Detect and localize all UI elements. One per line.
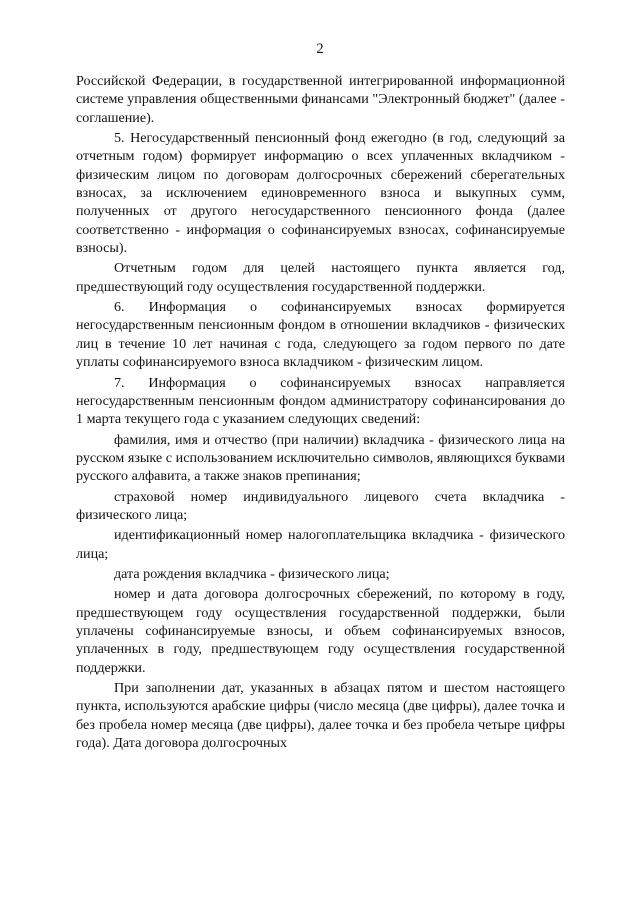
document-body bbox=[76, 72, 565, 754]
paragraph-birth-date: дата рождения вкладчика - физического лица; bbox=[114, 565, 390, 582]
paragraph-date-format: При заполнении дат, указанных в абзацах пятом и шестом настоящего пункта, используются арабские цифры (число месяца (две цифры), далее точка и без пробела номер месяца (две цифры), далее точка и без пробела четыре цифры года). Дата договора долгосрочных bbox=[76, 680, 565, 752]
paragraph-insurance-number: страховой номер индивидуального лицевого счета вкладчика - физического лица; bbox=[76, 488, 565, 523]
paragraph-full-name: фамилия, имя и отчество (при наличии) вкладчика - физического лица на русском языке с использованием исключительно символов, являющихся буквами русского алфавита, а также знаков препинания; bbox=[76, 431, 565, 485]
paragraph-item-6: 6. Информация о софинансируемых взносах формируется негосударственным пенсионным фондом в отношении вкладчиков - физических лиц в течение 10 лет начиная с года, следующего за годом первого по дате уплаты софинансируемого взноса вкладчиком - физическим лицом. bbox=[76, 299, 565, 371]
paragraph-tax-id: идентификационный номер налогоплательщика вкладчика - физического лица; bbox=[76, 527, 565, 562]
paragraph-item-5: 5. Негосударственный пенсионный фонд ежегодно (в год, следующий за отчетным годом) формирует информацию о всех уплаченных вкладчиком - физическим лицом по договорам долгосрочных сбережений сберегательных взносах, за исключением единовременного взноса и выкупных сумм, полученных от другого негосударственного пенсионного фонда (далее соответственно - информация о софинансируемых взносах, софинансируемые взносы). bbox=[76, 130, 565, 257]
paragraph-contract-number: номер и дата договора долгосрочных сбережений, по которому в году, предшествующем году осуществления государственной поддержки, были уплачены софинансируемые взносы, и объем софинансируемых взносов, уплаченных в году, предшествующем году осуществления государственной поддержки. bbox=[76, 586, 565, 676]
paragraph-item-7: 7. Информация о софинансируемых взносах направляется негосударственным пенсионным фондом администратору софинансирования до 1 марта текущего года с указанием следующих сведений: bbox=[76, 374, 565, 428]
paragraph-continued: Российской Федерации, в государственной интегрированной информационной системе управления общественными финансами "Электронный бюджет" (далее - соглашение). bbox=[76, 73, 565, 126]
paragraph-reporting-year: Отчетным годом для целей настоящего пункта является год, предшествующий году осуществления государственной поддержки. bbox=[76, 260, 565, 295]
page-number: 2 bbox=[316, 41, 324, 57]
